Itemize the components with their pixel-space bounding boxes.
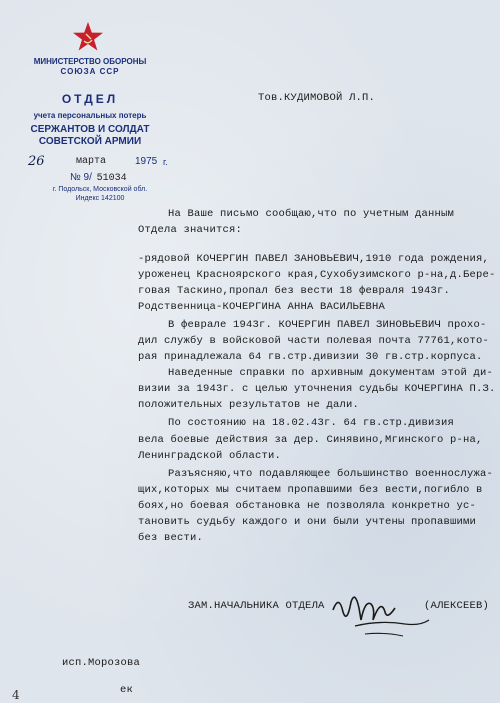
letter-date [18, 156, 168, 172]
handwritten-signature [325, 590, 435, 650]
ministry-name: МИНИСТЕРСТВО ОБОРОНЫ [33, 57, 147, 66]
body-line: Ленинградской области. [138, 450, 282, 462]
body-line: Отдела значится: [138, 224, 243, 236]
body-line: рая принадлежала 64 гв.стр.дивизии 30 гв.стр.корпуса. [138, 351, 483, 363]
body-line: Разъясняю,что подавляющее большинство военнослужа- [168, 468, 494, 480]
executor-note: исп.Морозова [62, 657, 141, 669]
body-line: вела боевые действия за дер. Синявино,Мгинского р-на, [138, 434, 483, 446]
department-title: ОТДЕЛ [61, 92, 119, 106]
body-line: Родственница-КОЧЕРГИНА АННА ВАСИЛЬЕВНА [138, 301, 386, 313]
body-line: щих,которых мы считаем пропавшими без вести,погибло в [138, 484, 483, 496]
signatory-name: (АЛЕКСЕЕВ) [424, 600, 490, 612]
body-line: говая Таскино,пропал без вести 18 февраля 1943г. [138, 285, 451, 297]
margin-mark: 4 [12, 688, 20, 702]
typist-initials: ек [120, 684, 134, 696]
sender-address: г. Подольск, Московской обл. [52, 186, 148, 193]
ministry-country: СОЮЗА ССР [60, 67, 120, 76]
body-line: уроженец Красноярского края,Сухобузимского р-на,д.Бере- [138, 269, 496, 281]
body-line: тановить судьбу каждого и они были учтены пропавшими [138, 516, 477, 528]
red-star-emblem-icon [72, 21, 104, 53]
signatory-title: ЗАМ.НАЧАЛЬНИКА ОТДЕЛА [188, 600, 325, 612]
number-value: 51034 [96, 173, 127, 184]
body-line: В феврале 1943г. КОЧЕРГИН ПАВЕЛ ЗИНОВЬЕВИЧ прохо- [168, 319, 487, 331]
body-line: Наведенные справки по архивным документам этой ди- [168, 367, 494, 379]
body-line: визии за 1943г. с целью уточнения судьбы КОЧЕРГИНА П.З. [138, 383, 496, 395]
department-line-3: СОВЕТСКОЙ АРМИИ [38, 136, 142, 147]
letter-number [70, 172, 127, 184]
date-year: 1975 [135, 156, 158, 167]
number-label: № 9/ [70, 172, 92, 183]
date-suffix: г. [163, 157, 168, 167]
body-line: положительных результатов не дали. [138, 399, 360, 411]
sender-postal-index: Индекс 142100 [75, 195, 125, 202]
body-line: боях,но боевая обстановка не позволяла конкретно ус- [138, 500, 477, 512]
addressee: Тов.КУДИМОВОЙ Л.П. [258, 92, 376, 104]
department-line-2: СЕРЖАНТОВ И СОЛДАТ [30, 124, 150, 135]
body-line: -рядовой КОЧЕРГИН ПАВЕЛ ЗАНОВЬЕВИЧ,1910 года рождения, [138, 253, 490, 265]
body-line: без вести. [138, 532, 204, 544]
body-line: дил службу в войсковой части полевая почта 77761,кото- [138, 335, 490, 347]
date-day: 26 [28, 154, 45, 169]
body-line: По состоянию на 18.02.43г. 64 гв.стр.дивизия [168, 417, 455, 429]
date-month: марта [76, 156, 107, 167]
department-subtitle: учета персональных потерь [33, 111, 147, 120]
body-line: На Ваше письмо сообщаю,что по учетным данным [168, 208, 455, 220]
